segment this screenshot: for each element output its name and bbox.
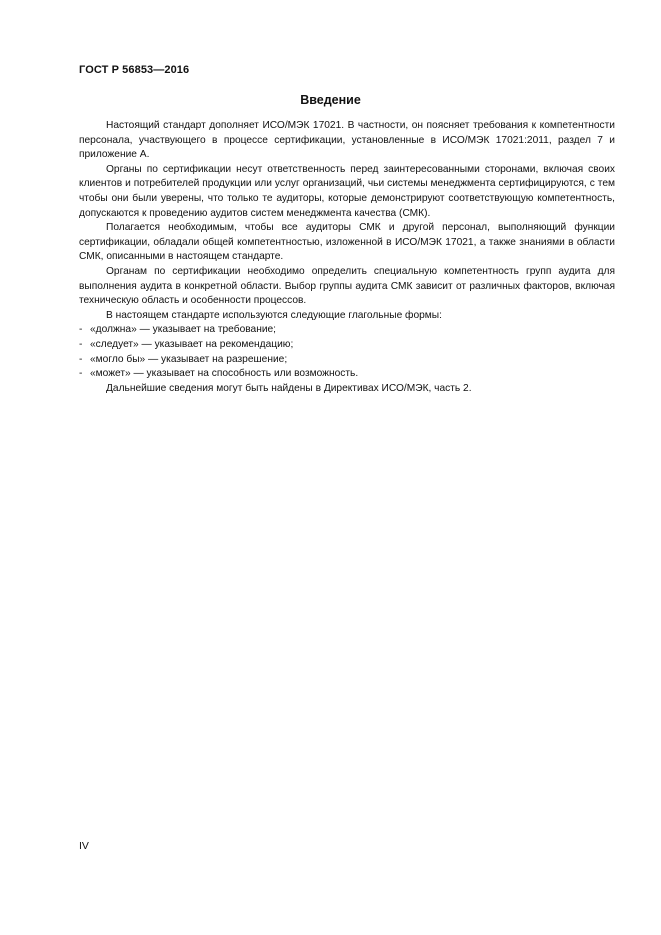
document-body — [79, 119, 615, 396]
list-marker: - — [79, 368, 83, 380]
paragraph: Настоящий стандарт дополняет ИСО/МЭК 17021. В частности, он поясняет требования к компетентности персонала, участвующего в процессе сертификации, установленные в ИСО/МЭК 17021:2011, раздел 7 и приложение А. — [79, 120, 615, 161]
list-item-text: «следует» — указывает на рекомендацию; — [90, 338, 294, 350]
document-header: ГОСТ Р 56853—2016 — [79, 64, 190, 76]
paragraph: Органы по сертификации несут ответственность перед заинтересованными сторонами, включая своих клиентов и потребителей продукции или услуг организаций, чьи системы менеджмента сертифицируются, с тем чтобы они были уверены, что только те аудиторы, которые демонстрируют соответствующую компетентность, допускаются к проведению аудитов систем менеджмента качества (СМК). — [79, 163, 615, 219]
list-marker: - — [79, 324, 83, 336]
section-title: Введение — [300, 93, 361, 107]
list-item-text: «может» — указывает на способность или возможность. — [90, 368, 359, 380]
paragraph: В настоящем стандарте используются следующие глагольные формы: — [106, 309, 442, 321]
list-item — [79, 338, 615, 353]
paragraph: Полагается необходимым, чтобы все аудиторы СМК и другой персонал, выполняющий функции сертификации, обладали общей компетентностью, изложенной в ИСО/МЭК 17021, а также знаниями в области СМК, описанными в настоящем стандарте. — [79, 222, 615, 263]
verbal-forms-list — [79, 323, 615, 381]
list-item — [79, 367, 615, 382]
list-marker: - — [79, 353, 83, 365]
list-item — [79, 323, 615, 338]
list-marker: - — [79, 338, 83, 350]
paragraph: Органам по сертификации необходимо определить специальную компетентность групп аудита для выполнения аудита в конкретной области. Выбор группы аудита СМК зависит от различных факторов, включая техническую область и особенности процессов. — [79, 265, 615, 307]
closing-paragraph: Дальнейшие сведения могут быть найдены в Директивах ИСО/МЭК, часть 2. — [106, 382, 472, 394]
list-item-text: «должна» — указывает на требование; — [90, 324, 277, 336]
list-item — [79, 353, 615, 368]
list-item-text: «могло бы» — указывает на разрешение; — [90, 353, 288, 365]
page-number: IV — [79, 840, 89, 852]
